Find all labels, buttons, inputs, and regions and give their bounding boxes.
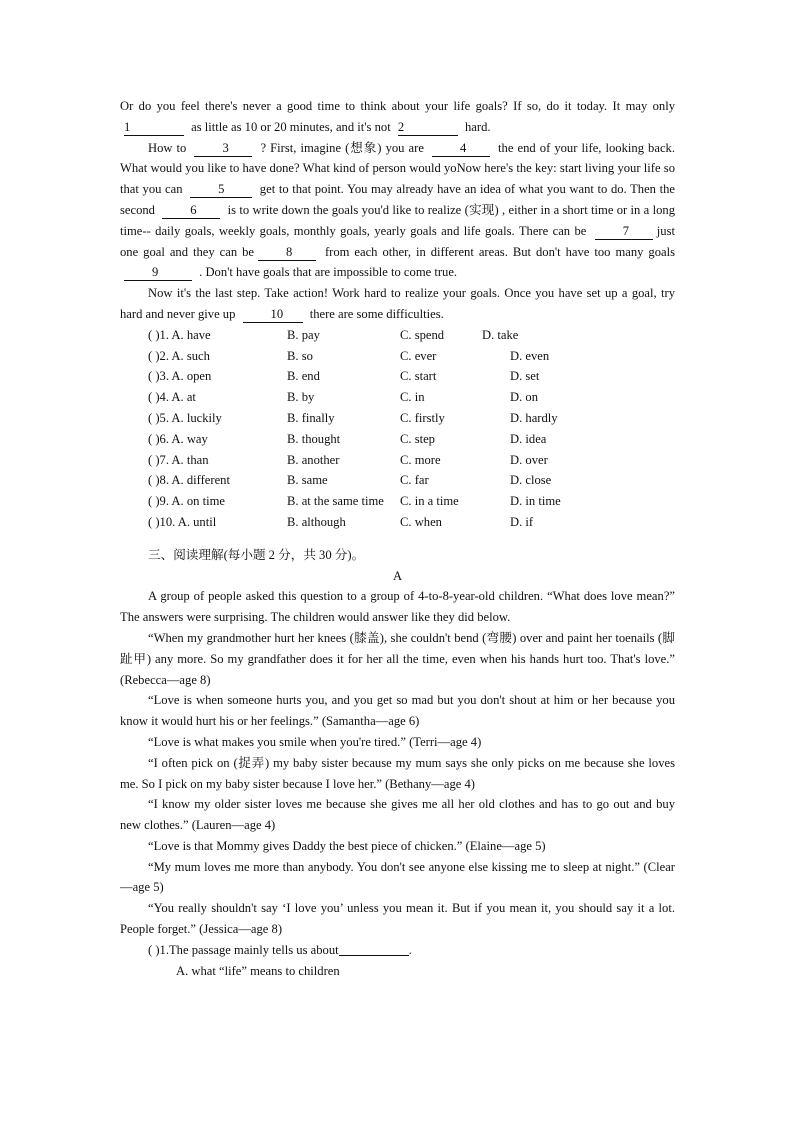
option-b: B. so <box>287 348 313 363</box>
blank-1: 1 <box>124 120 184 136</box>
reading-paragraph: “I know my older sister loves me because she gives me all her old clothes and has to go out and buy new clothes.” (Lauren—age 4) <box>120 797 675 833</box>
text: as little as 10 or 20 minutes, and it's not <box>188 119 394 134</box>
text: is to write down the goals you'd like to realize (实现) , either in a short time or in a long time-- daily goals, weekly goals, monthly goals, yearly goals and life goals. There can be <box>120 202 675 238</box>
cloze-paragraph-2 <box>120 138 675 284</box>
reading-paragraph: “Love is what makes you smile when you're tired.” (Terri—age 4) <box>148 734 482 749</box>
option-d: D. hardly <box>510 410 558 425</box>
choice-a: A. what “life” means to children <box>176 963 340 978</box>
answer-line <box>339 941 409 956</box>
option-row <box>120 366 675 387</box>
cloze-paragraph-1 <box>120 96 675 138</box>
option-d: D. if <box>510 514 534 529</box>
option-d: D. on <box>510 390 538 405</box>
option-row <box>120 346 675 367</box>
option-b: B. another <box>287 452 340 467</box>
option-b: B. same <box>287 473 328 488</box>
option-c: C. in <box>400 390 425 405</box>
option-q: ( )6. A. way <box>148 431 208 446</box>
text: hard. <box>461 119 491 134</box>
option-b: B. end <box>287 369 320 384</box>
option-c: C. ever <box>400 348 437 363</box>
text: . Don't have goals that are impossible to come true. <box>196 265 458 280</box>
option-row <box>120 450 675 471</box>
option-q: ( )2. A. such <box>148 348 210 363</box>
option-row <box>120 429 675 450</box>
cloze-options <box>120 325 675 533</box>
option-c: C. firstly <box>400 410 445 425</box>
option-row <box>120 408 675 429</box>
option-q: ( )10. A. until <box>148 514 217 529</box>
option-b: B. at the same time <box>287 494 384 509</box>
option-b: B. pay <box>287 327 320 342</box>
option-q: ( )5. A. luckily <box>148 410 222 425</box>
blank-8: 8 <box>258 245 316 261</box>
blank-4: 4 <box>432 141 490 157</box>
text: Now it's the last step. Take action! Work hard to realize your goals. Once you have set up a goal, try hard and never give up <box>120 286 675 321</box>
text: the end of your life, looking back. What would you like to have done? What kind of person would yoNow here's the key: start living your life so that you can <box>120 140 675 197</box>
option-d: D. set <box>510 369 540 384</box>
option-c: C. far <box>400 473 429 488</box>
option-c: C. in a time <box>400 494 459 509</box>
section-title: 三、阅读理解(每小题 2 分，共 30 分)。 <box>148 547 365 562</box>
question-text: ( )1.The passage mainly tells us about <box>148 942 339 957</box>
question-1 <box>120 940 675 961</box>
option-q: ( )8. A. different <box>148 473 230 488</box>
reading-paragraph: “Love is that Mommy gives Daddy the best piece of chicken.” (Elaine—age 5) <box>148 838 546 853</box>
text: just one goal and they can be <box>120 223 675 259</box>
option-c: C. start <box>400 369 437 384</box>
option-d: D. close <box>510 473 552 488</box>
option-d: D. take <box>482 327 519 342</box>
option-q: ( )1. A. have <box>148 327 211 342</box>
reading-paragraph: “When my grandmother hurt her knees (膝盖), she couldn't bend (弯腰) over and paint her toenails (脚趾甲) any more. So my grandfather does it for her all the time, even when his hands hurt too. That's love.” (Rebecca—age 8) <box>120 630 675 687</box>
text: Or do you feel there's never a good time to think about your life goals? If so, do it today. It may only <box>120 99 675 113</box>
blank-2: 2 <box>398 120 458 136</box>
option-c: C. spend <box>400 327 445 342</box>
option-q: ( )3. A. open <box>148 369 212 384</box>
blank-6: 6 <box>162 203 220 219</box>
option-row <box>120 512 675 533</box>
option-row <box>120 387 675 408</box>
option-c: C. when <box>400 514 442 529</box>
option-c: C. more <box>400 452 441 467</box>
reading-paragraph: “You really shouldn't say ‘I love you’ unless you mean it. But if you mean it, you should say it a lot. People forget.” (Jessica—age 8) <box>120 901 675 937</box>
passage-label: A <box>392 568 403 583</box>
blank-5: 5 <box>190 182 252 198</box>
option-d: D. in time <box>510 494 561 509</box>
text: from each other, in different areas. But don't have too many goals <box>319 244 675 259</box>
text: How to <box>148 140 191 155</box>
blank-3: 3 <box>194 141 252 157</box>
option-q: ( )4. A. at <box>148 390 196 405</box>
option-b: B. finally <box>287 410 335 425</box>
option-q: ( )7. A. than <box>148 452 209 467</box>
reading-paragraph: “I often pick on (捉弄) my baby sister because my mum says she only picks on me because she loves me. So I pick on my baby sister because I love her.” (Bethany—age 4) <box>120 755 675 791</box>
cloze-paragraph-3 <box>120 283 675 325</box>
blank-10: 10 <box>243 307 303 323</box>
text: get to that point. You may already have an idea of what you want to do. Then the second <box>120 182 675 217</box>
option-d: D. even <box>510 348 550 363</box>
option-row <box>120 491 675 512</box>
option-b: B. thought <box>287 431 341 446</box>
option-row <box>120 470 675 491</box>
blank-9: 9 <box>124 265 192 281</box>
option-c: C. step <box>400 431 435 446</box>
option-b: B. by <box>287 390 315 405</box>
reading-paragraph: “My mum loves me more than anybody. You don't see anyone else kissing me to sleep at night.” (Clear—age 5) <box>120 859 675 895</box>
reading-paragraph: A group of people asked this question to a group of 4-to-8-year-old children. “What does love mean?” The answers were surprising. The children would answer like they did below. <box>120 589 675 625</box>
option-b: B. although <box>287 514 346 529</box>
option-d: D. idea <box>510 431 547 446</box>
question-end: . <box>408 942 412 957</box>
option-q: ( )9. A. on time <box>148 494 225 509</box>
text: ? First, imagine (想象) you are <box>256 140 428 155</box>
text: there are some difficulties. <box>306 306 444 321</box>
reading-paragraph: “Love is when someone hurts you, and you get so mad but you don't shout at him or her because you know it would hurt his or her feelings.” (Samantha—age 6) <box>120 693 675 729</box>
document-page <box>120 96 675 981</box>
option-d: D. over <box>510 452 548 467</box>
option-row <box>120 325 675 346</box>
blank-7: 7 <box>595 224 653 240</box>
